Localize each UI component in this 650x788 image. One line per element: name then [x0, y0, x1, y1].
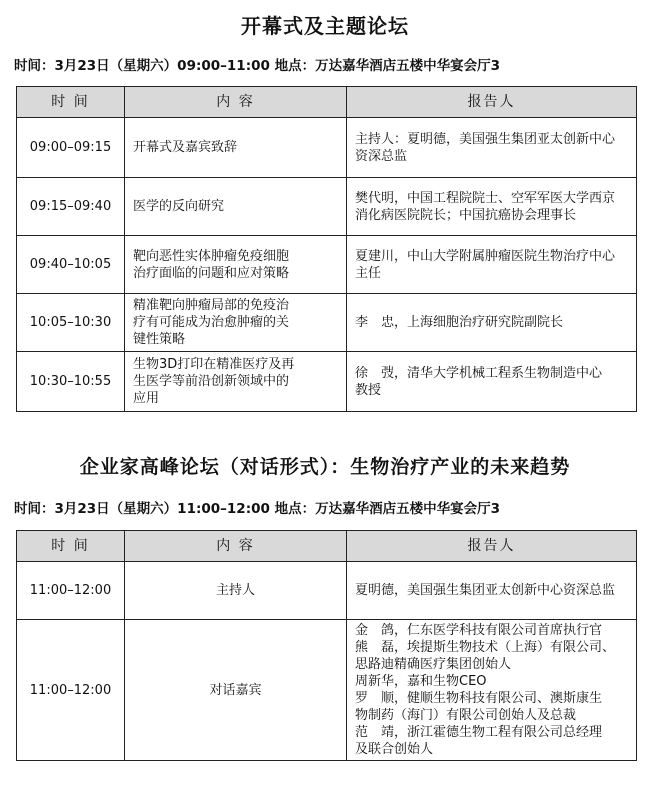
header-speaker: 报告人 — [347, 531, 637, 562]
row-time: 09:15–09:40 — [17, 178, 125, 236]
content-line: 生物3D打印在精准医疗及再 — [133, 357, 295, 372]
row-speaker — [347, 118, 637, 178]
content-line: 对话嘉宾 — [209, 682, 262, 698]
speaker-line: 范 靖，浙江霍德生物工程有限公司总经理 — [355, 725, 603, 740]
table-row — [17, 562, 637, 620]
speaker-line: 夏建川，中山大学附属肿瘤医院生物治疗中心 — [355, 248, 616, 264]
row-content — [125, 352, 347, 412]
row-content — [125, 236, 347, 294]
table-row — [17, 294, 637, 352]
content-line: 精准靶向肿瘤局部的免疫治 — [133, 298, 290, 313]
speaker-line: 樊代明，中国工程院院士、空军军医大学西京 — [355, 190, 616, 206]
speaker-line: 资深总监 — [355, 148, 408, 164]
row-time: 10:05–10:30 — [17, 294, 125, 352]
table-header-row — [17, 87, 637, 118]
row-content — [125, 178, 347, 236]
header-content: 内 容 — [125, 531, 347, 562]
content-line: 开幕式及嘉宾致辞 — [133, 140, 238, 155]
content-line: 主持人 — [215, 583, 255, 598]
speaker-line: 消化病医院院长；中国抗癌协会理事长 — [355, 207, 577, 223]
content-line: 靶向恶性实体肿瘤免疫细胞 — [133, 248, 290, 264]
table-row — [17, 620, 637, 761]
row-content — [125, 562, 347, 620]
speaker-line: 夏明德，美国强生集团亚太创新中心资深总监 — [355, 583, 616, 598]
row-time: 09:40–10:05 — [17, 236, 125, 294]
row-speaker — [347, 620, 637, 761]
row-content — [125, 620, 347, 761]
speaker-line: 教授 — [355, 382, 382, 398]
table-header-row — [17, 531, 637, 562]
header-speaker: 报告人 — [347, 87, 637, 118]
content-line: 疗有可能成为治愈肿瘤的关 — [133, 315, 290, 330]
row-speaker — [347, 562, 637, 620]
row-content — [125, 294, 347, 352]
row-time: 11:00–12:00 — [17, 562, 125, 620]
row-time: 11:00–12:00 — [17, 620, 125, 761]
row-time: 10:30–10:55 — [17, 352, 125, 412]
section1-table — [16, 86, 637, 412]
header-time: 时 间 — [17, 531, 125, 562]
section1-title: 开幕式及主题论坛 — [241, 14, 409, 38]
row-speaker — [347, 178, 637, 236]
content-line: 医学的反向研究 — [133, 199, 225, 214]
speaker-line: 李 忠，上海细胞治疗研究院副院长 — [355, 315, 564, 330]
section1-meta: 时间：3月23日（星期六）09:00–11:00 地点：万达嘉华酒店五楼中华宴会厅3 — [14, 58, 500, 74]
row-speaker — [347, 352, 637, 412]
speaker-line: 金 鸽，仁东医学科技有限公司首席执行官 — [355, 623, 603, 638]
speaker-line: 罗 顺，健顺生物科技有限公司、澳斯康生 — [355, 691, 603, 706]
row-time: 09:00–09:15 — [17, 118, 125, 178]
speaker-line: 思路迪精确医疗集团创始人 — [355, 657, 512, 672]
table-row — [17, 118, 637, 178]
speaker-line: 周新华，嘉和生物CEO — [355, 674, 487, 689]
section2-meta: 时间：3月23日（星期六）11:00–12:00 地点：万达嘉华酒店五楼中华宴会厅3 — [14, 501, 500, 517]
content-line: 治疗面临的问题和应对策略 — [133, 265, 290, 281]
speaker-line: 徐 弢，清华大学机械工程系生物制造中心 — [355, 365, 603, 381]
header-content: 内 容 — [125, 87, 347, 118]
speaker-line: 物制药（海门）有限公司创始人及总裁 — [355, 708, 577, 723]
content-line: 键性策略 — [133, 332, 186, 347]
speaker-line: 及联合创始人 — [355, 742, 434, 757]
speaker-line: 熊 磊，埃提斯生物技术（上海）有限公司、 — [355, 640, 616, 655]
content-line: 生医学等前沿创新领域中的 — [133, 374, 290, 389]
header-time: 时 间 — [17, 87, 125, 118]
table-row — [17, 178, 637, 236]
table-row — [17, 236, 637, 294]
speaker-line: 主任 — [355, 265, 382, 281]
section2-title: 企业家高峰论坛（对话形式）：生物治疗产业的未来趋势 — [79, 456, 571, 478]
row-content — [125, 118, 347, 178]
row-speaker — [347, 294, 637, 352]
section2-table — [16, 530, 637, 761]
table-row — [17, 352, 637, 412]
row-speaker — [347, 236, 637, 294]
speaker-line: 主持人：夏明德，美国强生集团亚太创新中心 — [355, 131, 616, 147]
content-line: 应用 — [133, 391, 160, 406]
